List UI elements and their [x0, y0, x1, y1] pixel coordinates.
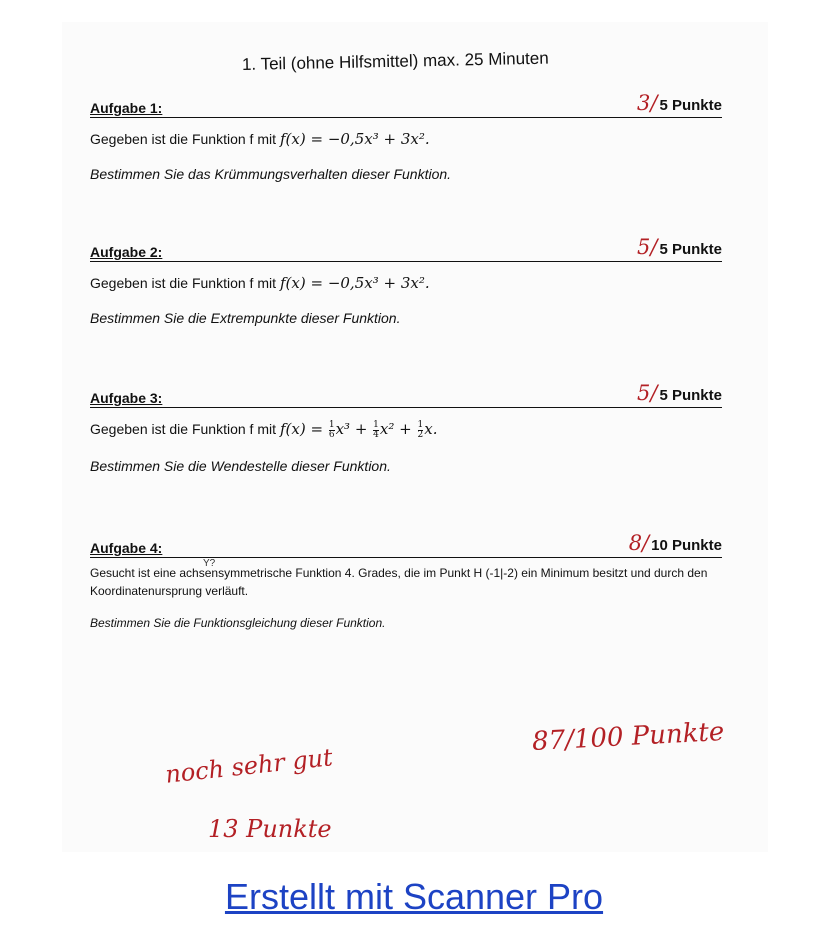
- task-1-given-text: Gegeben ist die Funktion f mit: [90, 131, 276, 147]
- term-2: x² +: [379, 420, 412, 438]
- task-2-divider: [90, 261, 722, 262]
- frac-num: 1: [328, 419, 335, 430]
- frac-num: 1: [417, 419, 424, 430]
- scanner-pro-link[interactable]: Erstellt mit Scanner Pro: [224, 876, 604, 917]
- task-1-given: [90, 130, 722, 148]
- task-2-formula: f(x) = −0,5x³ + 3x².: [280, 274, 430, 292]
- task-2-score: 5/: [637, 235, 658, 259]
- task-3-label: Aufgabe 3:: [90, 390, 163, 406]
- task-1-divider: [90, 117, 722, 118]
- task-3-given-text: Gegeben ist die Funktion f mit: [90, 421, 276, 437]
- task-3-header: [90, 381, 722, 408]
- task-3-formula-lhs: f(x) =: [280, 420, 324, 438]
- task-3-divider: [90, 407, 722, 408]
- task-1-points: [637, 91, 722, 115]
- task-2-instruction: Bestimmen Sie die Extrempunkte dieser Funktion.: [90, 310, 401, 326]
- frac-den: 4: [373, 429, 379, 440]
- task-3-instruction: Bestimmen Sie die Wendestelle dieser Funktion.: [90, 457, 391, 474]
- task-3-max-points: 5 Punkte: [659, 387, 722, 404]
- task-4-divider: [90, 557, 722, 558]
- task-1-formula: f(x) = −0,5x³ + 3x².: [280, 130, 430, 148]
- task-3: [90, 381, 722, 474]
- handwritten-total: 87/100 Punkte: [531, 716, 725, 758]
- handwritten-missing-points: 13 Punkte: [208, 815, 332, 843]
- task-1-instruction: Bestimmen Sie das Krümmungsverhalten dieser Funktion.: [90, 166, 452, 182]
- task-2-header: [90, 235, 722, 262]
- fraction-1-6: [329, 421, 335, 440]
- task-4: [90, 531, 722, 630]
- task-3-given: [90, 420, 722, 440]
- task-2-points: [637, 235, 722, 259]
- fraction-1-2: [418, 421, 424, 440]
- task-1-max-points: 5 Punkte: [659, 97, 722, 114]
- term-3: x.: [424, 420, 438, 438]
- frac-den: 6: [328, 429, 335, 440]
- task-4-points: [629, 531, 722, 555]
- task-4-instruction: Bestimmen Sie die Funktionsgleichung dieser Funktion.: [90, 616, 386, 630]
- task-4-max-points: 10 Punkte: [651, 537, 722, 554]
- frac-den: 2: [417, 429, 424, 440]
- margin-note: Y?: [203, 558, 216, 569]
- task-3-formula: [280, 420, 437, 438]
- task-4-description: Gesucht ist eine achsensymmetrische Funktion 4. Grades, die im Punkt H (-1|-2) ein Minimum besitzt und durch den Koordinatenursprung verläuft.: [90, 566, 708, 598]
- handwritten-comment: noch sehr gut: [163, 743, 334, 789]
- task-2-label: Aufgabe 2:: [90, 244, 163, 260]
- task-2-given-text: Gegeben ist die Funktion f mit: [90, 275, 276, 291]
- task-1: [90, 91, 722, 182]
- task-1-header: [90, 91, 722, 118]
- task-4-header: [90, 531, 722, 558]
- task-3-score: 5/: [637, 381, 658, 405]
- task-4-score: 8/: [628, 531, 650, 555]
- frac-num: 1: [373, 419, 379, 430]
- task-2-given: [90, 274, 722, 292]
- fraction-1-4: [373, 421, 379, 440]
- task-2: [90, 235, 722, 326]
- page-title: 1. Teil (ohne Hilfsmittel) max. 25 Minuten: [241, 48, 549, 74]
- task-4-label: Aufgabe 4:: [90, 540, 163, 556]
- task-1-label: Aufgabe 1:: [90, 100, 163, 116]
- task-2-max-points: 5 Punkte: [659, 241, 722, 258]
- term-1: x³ +: [335, 420, 368, 438]
- task-1-score: 3/: [637, 91, 658, 115]
- task-3-points: [637, 381, 722, 405]
